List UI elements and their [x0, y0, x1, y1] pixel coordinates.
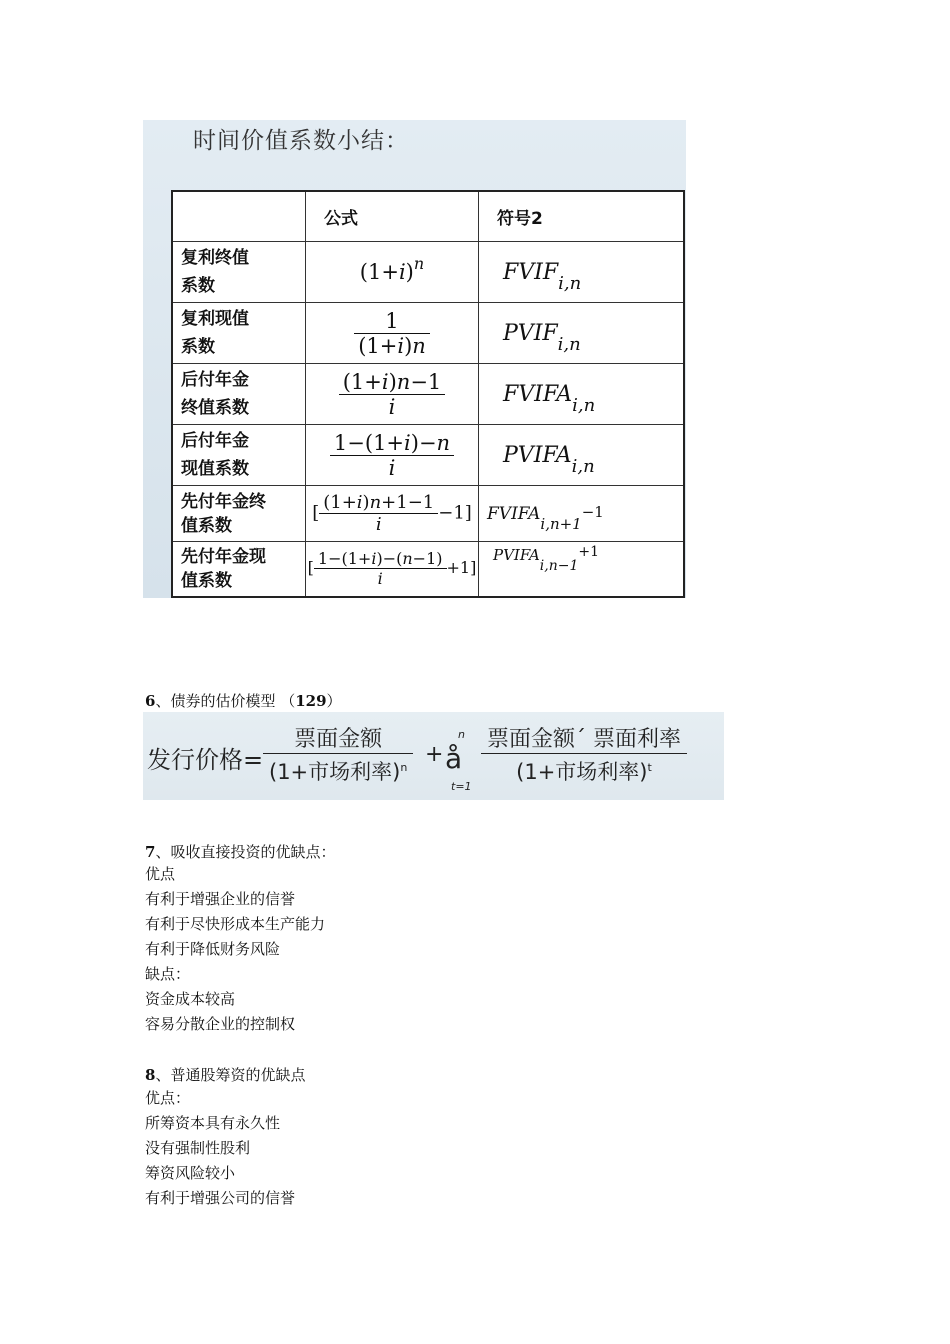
header-empty	[172, 191, 306, 242]
row-label: 先付年金现 值系数	[172, 542, 306, 597]
row-label: 复利现值 系数	[172, 303, 306, 364]
row-label: 后付年金 现值系数	[172, 425, 306, 486]
list-item: 缺点：	[145, 965, 191, 983]
sigma-symbol: å	[445, 742, 463, 775]
table-row	[172, 242, 684, 303]
table-row	[172, 364, 684, 425]
list-item: 容易分散企业的控制权	[145, 1015, 296, 1033]
header-symbol: 符号2	[479, 191, 685, 242]
list-item: 有利于降低财务风险	[145, 940, 281, 958]
section-8-heading: 8、普通股筹资的优缺点	[145, 1066, 306, 1084]
symbol-cell: PVIFAi,n−1+1	[479, 542, 685, 597]
row-label: 后付年金 终值系数	[172, 364, 306, 425]
list-item: 有利于增强企业的信誉	[145, 890, 296, 908]
section-7-heading: 7、吸收直接投资的优缺点：	[145, 843, 336, 861]
list-item: 优点	[145, 865, 176, 883]
symbol-cell: $FVIF_{i,n}$	[479, 242, 685, 303]
symbol-cell: $FVIFA_{i,n}$	[479, 364, 685, 425]
list-item: 所筹资本具有永久性	[145, 1114, 281, 1132]
formula-cell: $\frac{1}{(1+i)n}$	[306, 303, 479, 364]
row-label: 先付年金终 值系数	[172, 486, 306, 542]
list-item: 资金成本较高	[145, 990, 236, 1008]
section-6-heading: 6、债券的估价模型 （129）	[145, 692, 342, 710]
list-item: 优点：	[145, 1089, 191, 1107]
formula-cell: $\frac{1-(1+i)-n}{i}$	[306, 425, 479, 486]
table-row	[172, 542, 684, 597]
table-row	[172, 486, 684, 542]
list-item: 有利于增强公司的信誉	[145, 1189, 296, 1207]
table-title: 时间价值系数小结：	[193, 128, 409, 154]
formula-cell: $(1+i)^n$	[306, 242, 479, 303]
row-label: 复利终值 系数	[172, 242, 306, 303]
formula-cell: $\frac{(1+i)n-1}{i}$	[306, 364, 479, 425]
formula-cell: [ $\frac{(1+i)n+1-1}{i}$ −1]	[306, 486, 479, 542]
symbol-cell: $PVIF_{i,n}$	[479, 303, 685, 364]
table-row	[172, 303, 684, 364]
list-item: 有利于尽快形成本生产能力	[145, 915, 326, 933]
table-row	[172, 425, 684, 486]
header-formula: 公式	[306, 191, 479, 242]
formula-cell: [ $\frac{1-(1+i)-(n-1)}{i}$ +1]	[306, 542, 479, 597]
bond-fraction-1: 票面金额 (1+市场利率)$^n$	[263, 722, 413, 786]
bond-formula-image: 发行价格= 票面金额 (1+市场利率)$^n$ + n å t=1 票面金额´ 票面利率 (1+市场利率)$^t$	[143, 712, 724, 800]
symbol-cell: FVIFAi,n+1−1	[479, 486, 685, 542]
time-value-table	[171, 190, 685, 598]
table-header-row	[172, 191, 684, 242]
bond-fraction-2: 票面金额´ 票面利率 (1+市场利率)$^t$	[481, 722, 687, 786]
symbol-cell: $PVIFA_{i,n}$	[479, 425, 685, 486]
time-value-table-image	[143, 120, 686, 598]
list-item: 没有强制性股利	[145, 1139, 251, 1157]
list-item: 筹资风险较小	[145, 1164, 236, 1182]
